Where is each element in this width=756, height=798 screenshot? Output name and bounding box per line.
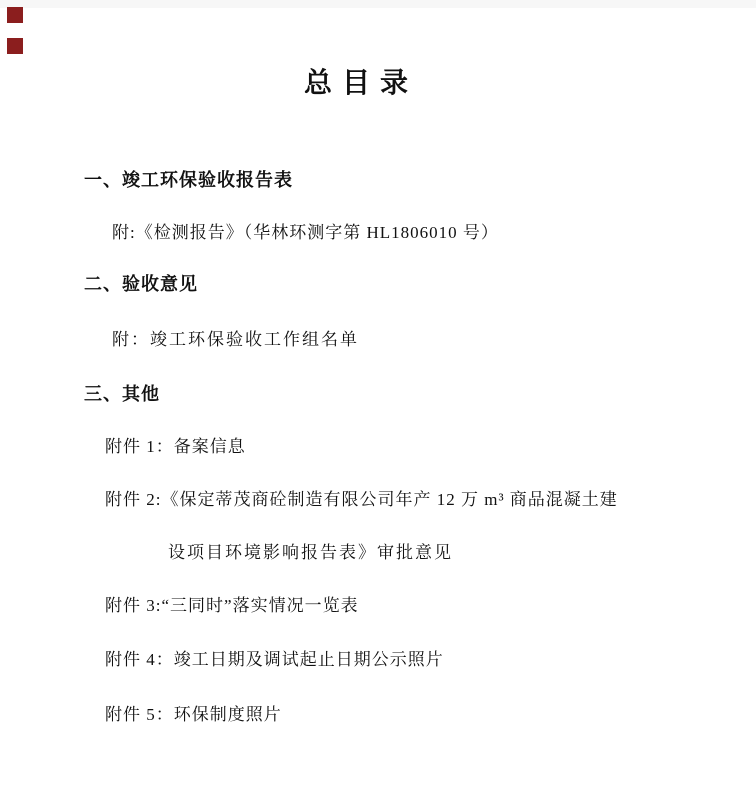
annex-3-item: 附件 3:“三同时”落实情况一览表 [105,596,359,615]
annex-2-item-line-2: 设项目环境影响报告表》审批意见 [168,543,453,562]
red-square-marker-icon [7,38,23,54]
page-title: 总目录 [303,67,418,99]
page-top-edge-band [0,0,756,8]
annex-2-item-line-1: 附件 2:《保定蒂茂商砼制造有限公司年产 12 万 m³ 商品混凝土建 [105,490,618,509]
annex-1-item: 附件 1：备案信息 [105,437,246,456]
annex-5-item: 附件 5：环保制度照片 [105,705,282,724]
section-3-heading: 三、其他 [84,384,160,404]
red-square-marker-icon [7,7,23,23]
section-2-attachment: 附：竣工环保验收工作组名单 [112,330,359,349]
section-1-heading: 一、竣工环保验收报告表 [84,170,293,190]
section-1-attachment: 附:《检测报告》（华林环测字第 HL1806010 号） [112,223,499,242]
annex-4-item: 附件 4：竣工日期及调试起止日期公示照片 [105,650,444,669]
section-2-heading: 二、验收意见 [84,274,198,294]
